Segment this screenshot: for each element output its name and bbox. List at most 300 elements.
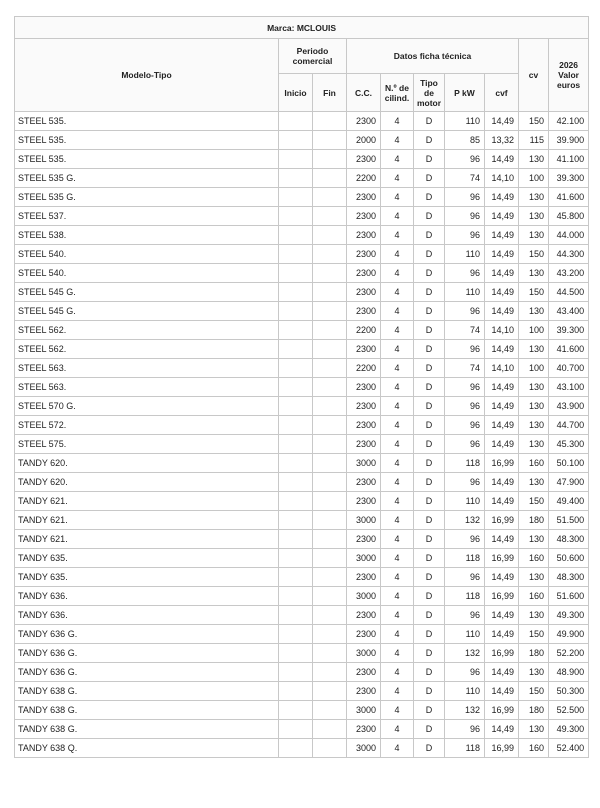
cvf-cell: 14,49 — [485, 245, 519, 264]
cylinders-cell: 4 — [381, 587, 414, 606]
model-cell: STEEL 545 G. — [15, 283, 279, 302]
cv-header: cv — [519, 39, 549, 112]
cvf-cell: 14,10 — [485, 169, 519, 188]
cylinders-cell: 4 — [381, 511, 414, 530]
end-cell — [313, 340, 347, 359]
model-cell: TANDY 620. — [15, 454, 279, 473]
model-cell: TANDY 636 G. — [15, 663, 279, 682]
table-row — [15, 188, 589, 207]
value-cell: 39.300 — [549, 321, 589, 340]
cvf-cell: 16,99 — [485, 739, 519, 758]
end-cell — [313, 587, 347, 606]
start-cell — [279, 625, 313, 644]
motor-type-cell: D — [414, 587, 445, 606]
table-row — [15, 207, 589, 226]
cv-cell: 180 — [519, 701, 549, 720]
end-cell — [313, 226, 347, 245]
motor-type-cell: D — [414, 568, 445, 587]
motor-type-cell: D — [414, 739, 445, 758]
cc-cell: 2300 — [347, 302, 381, 321]
start-cell — [279, 511, 313, 530]
motor-type-cell: D — [414, 321, 445, 340]
table-row — [15, 530, 589, 549]
value-cell: 44.700 — [549, 416, 589, 435]
cylinders-cell: 4 — [381, 207, 414, 226]
cc-cell: 2300 — [347, 473, 381, 492]
motor-type-cell: D — [414, 340, 445, 359]
cvf-cell: 16,99 — [485, 701, 519, 720]
start-cell — [279, 131, 313, 150]
start-cell — [279, 264, 313, 283]
cc-cell: 2300 — [347, 150, 381, 169]
value-cell: 48.300 — [549, 530, 589, 549]
table-row — [15, 378, 589, 397]
cv-cell: 150 — [519, 492, 549, 511]
cv-cell: 130 — [519, 397, 549, 416]
cc-cell: 3000 — [347, 587, 381, 606]
pkw-cell: 110 — [445, 112, 485, 131]
cc-cell: 2300 — [347, 283, 381, 302]
cv-cell: 130 — [519, 340, 549, 359]
cvf-cell: 14,49 — [485, 568, 519, 587]
cylinders-cell: 4 — [381, 682, 414, 701]
cylinders-cell: 4 — [381, 321, 414, 340]
pkw-cell: 96 — [445, 207, 485, 226]
cylinders-cell: 4 — [381, 359, 414, 378]
end-cell — [313, 264, 347, 283]
cylinders-cell: 4 — [381, 739, 414, 758]
model-cell: STEEL 535. — [15, 150, 279, 169]
pkw-cell: 96 — [445, 720, 485, 739]
brand-title: Marca: MCLOUIS — [15, 17, 589, 39]
model-cell: STEEL 537. — [15, 207, 279, 226]
cv-cell: 115 — [519, 131, 549, 150]
cv-cell: 150 — [519, 112, 549, 131]
pkw-cell: 96 — [445, 302, 485, 321]
table-row — [15, 112, 589, 131]
motor-type-cell: D — [414, 625, 445, 644]
cv-cell: 180 — [519, 644, 549, 663]
cv-cell: 160 — [519, 739, 549, 758]
end-cell — [313, 131, 347, 150]
cc-cell: 2300 — [347, 530, 381, 549]
value-cell: 48.900 — [549, 663, 589, 682]
pkw-cell: 96 — [445, 378, 485, 397]
model-cell: STEEL 535 G. — [15, 169, 279, 188]
motor-type-cell: D — [414, 264, 445, 283]
start-cell — [279, 321, 313, 340]
value-cell: 49.300 — [549, 720, 589, 739]
start-cell — [279, 720, 313, 739]
cvf-cell: 14,49 — [485, 302, 519, 321]
value-cell: 41.600 — [549, 188, 589, 207]
value-cell: 43.400 — [549, 302, 589, 321]
start-cell — [279, 568, 313, 587]
start-cell — [279, 663, 313, 682]
table-row — [15, 435, 589, 454]
motor-type-cell: D — [414, 663, 445, 682]
cvf-cell: 14,49 — [485, 340, 519, 359]
cvf-cell: 14,49 — [485, 264, 519, 283]
model-cell: STEEL 535. — [15, 112, 279, 131]
pkw-cell: 96 — [445, 340, 485, 359]
end-cell — [313, 207, 347, 226]
model-type-header: Modelo-Tipo — [15, 39, 279, 112]
table-row — [15, 169, 589, 188]
table-row — [15, 682, 589, 701]
start-cell — [279, 169, 313, 188]
table-row — [15, 245, 589, 264]
table-row — [15, 302, 589, 321]
end-cell — [313, 112, 347, 131]
vehicle-value-table — [14, 16, 589, 758]
cylinders-cell: 4 — [381, 397, 414, 416]
model-cell: STEEL 538. — [15, 226, 279, 245]
value-cell: 47.900 — [549, 473, 589, 492]
model-cell: STEEL 535 G. — [15, 188, 279, 207]
model-cell: STEEL 563. — [15, 378, 279, 397]
start-cell — [279, 473, 313, 492]
model-cell: TANDY 636. — [15, 587, 279, 606]
value-cell: 39.300 — [549, 169, 589, 188]
motor-type-cell: D — [414, 245, 445, 264]
motor-type-cell: D — [414, 511, 445, 530]
model-cell: STEEL 540. — [15, 245, 279, 264]
start-cell — [279, 150, 313, 169]
cylinders-cell: 4 — [381, 378, 414, 397]
pkw-cell: 132 — [445, 701, 485, 720]
table-row — [15, 131, 589, 150]
motor-type-cell: D — [414, 359, 445, 378]
cc-cell: 2300 — [347, 207, 381, 226]
cvf-cell: 16,99 — [485, 644, 519, 663]
end-cell — [313, 245, 347, 264]
cylinders-cell: 4 — [381, 245, 414, 264]
pkw-cell: 96 — [445, 473, 485, 492]
cylinders-cell: 4 — [381, 112, 414, 131]
cv-cell: 100 — [519, 169, 549, 188]
pkw-header: P kW — [445, 74, 485, 112]
cvf-cell: 14,49 — [485, 435, 519, 454]
cylinders-cell: 4 — [381, 188, 414, 207]
value-header: 2026 Valor euros — [549, 39, 589, 112]
table-row — [15, 644, 589, 663]
end-cell — [313, 549, 347, 568]
end-cell — [313, 397, 347, 416]
cvf-cell: 14,49 — [485, 720, 519, 739]
value-cell: 51.600 — [549, 587, 589, 606]
table-row — [15, 454, 589, 473]
cv-cell: 160 — [519, 587, 549, 606]
motor-type-cell: D — [414, 131, 445, 150]
motor-type-cell: D — [414, 473, 445, 492]
cvf-cell: 14,49 — [485, 378, 519, 397]
cc-cell: 2300 — [347, 720, 381, 739]
cylinders-cell: 4 — [381, 150, 414, 169]
model-cell: STEEL 562. — [15, 321, 279, 340]
start-cell — [279, 207, 313, 226]
cv-cell: 130 — [519, 378, 549, 397]
end-cell — [313, 625, 347, 644]
cylinders-cell: 4 — [381, 549, 414, 568]
cylinders-cell: 4 — [381, 606, 414, 625]
end-cell — [313, 302, 347, 321]
cc-cell: 3000 — [347, 549, 381, 568]
motor-type-cell: D — [414, 530, 445, 549]
table-row — [15, 397, 589, 416]
cv-cell: 130 — [519, 226, 549, 245]
cylinders-cell: 4 — [381, 644, 414, 663]
value-cell: 45.800 — [549, 207, 589, 226]
cvf-cell: 14,49 — [485, 207, 519, 226]
cc-cell: 2300 — [347, 492, 381, 511]
cv-cell: 130 — [519, 663, 549, 682]
model-cell: TANDY 638 G. — [15, 701, 279, 720]
cylinders-cell: 4 — [381, 340, 414, 359]
table-row — [15, 264, 589, 283]
cv-cell: 180 — [519, 511, 549, 530]
pkw-cell: 96 — [445, 397, 485, 416]
value-cell: 52.200 — [549, 644, 589, 663]
motor-type-cell: D — [414, 112, 445, 131]
model-cell: TANDY 635. — [15, 549, 279, 568]
motor-type-cell: D — [414, 492, 445, 511]
cc-cell: 2300 — [347, 264, 381, 283]
end-cell — [313, 568, 347, 587]
table-row — [15, 473, 589, 492]
cvf-cell: 14,49 — [485, 492, 519, 511]
pkw-cell: 96 — [445, 150, 485, 169]
value-cell: 44.500 — [549, 283, 589, 302]
value-cell: 49.400 — [549, 492, 589, 511]
cylinders-cell: 4 — [381, 625, 414, 644]
value-cell: 39.900 — [549, 131, 589, 150]
table-row — [15, 720, 589, 739]
start-cell — [279, 549, 313, 568]
motor-type-cell: D — [414, 720, 445, 739]
start-cell — [279, 283, 313, 302]
start-cell — [279, 606, 313, 625]
model-cell: TANDY 636 G. — [15, 625, 279, 644]
model-cell: TANDY 621. — [15, 511, 279, 530]
pkw-cell: 110 — [445, 245, 485, 264]
model-cell: STEEL 570 G. — [15, 397, 279, 416]
end-cell — [313, 492, 347, 511]
cylinders-cell: 4 — [381, 492, 414, 511]
cylinders-cell: 4 — [381, 435, 414, 454]
end-cell — [313, 150, 347, 169]
value-cell: 41.600 — [549, 340, 589, 359]
cv-cell: 130 — [519, 435, 549, 454]
pkw-cell: 96 — [445, 264, 485, 283]
start-header: Inicio — [279, 74, 313, 112]
cv-cell: 100 — [519, 359, 549, 378]
cv-cell: 130 — [519, 416, 549, 435]
table-row — [15, 568, 589, 587]
cv-cell: 150 — [519, 625, 549, 644]
pkw-cell: 132 — [445, 644, 485, 663]
cc-header: C.C. — [347, 74, 381, 112]
cv-cell: 130 — [519, 150, 549, 169]
table-row — [15, 321, 589, 340]
motor-type-cell: D — [414, 454, 445, 473]
value-cell: 50.300 — [549, 682, 589, 701]
start-cell — [279, 682, 313, 701]
motor-type-cell: D — [414, 188, 445, 207]
cc-cell: 3000 — [347, 644, 381, 663]
cc-cell: 2300 — [347, 112, 381, 131]
start-cell — [279, 416, 313, 435]
cvf-cell: 14,49 — [485, 625, 519, 644]
cc-cell: 2300 — [347, 188, 381, 207]
cv-cell: 100 — [519, 321, 549, 340]
cylinders-cell: 4 — [381, 663, 414, 682]
start-cell — [279, 739, 313, 758]
cc-cell: 2300 — [347, 663, 381, 682]
model-cell: TANDY 636. — [15, 606, 279, 625]
cvf-cell: 14,49 — [485, 663, 519, 682]
cylinders-cell: 4 — [381, 302, 414, 321]
motor-type-cell: D — [414, 378, 445, 397]
motor-type-cell: D — [414, 302, 445, 321]
start-cell — [279, 340, 313, 359]
value-cell: 41.100 — [549, 150, 589, 169]
cc-cell: 2300 — [347, 435, 381, 454]
motor-type-header: Tipo de motor — [414, 74, 445, 112]
cv-cell: 150 — [519, 245, 549, 264]
table-row — [15, 416, 589, 435]
motor-type-cell: D — [414, 644, 445, 663]
motor-type-cell: D — [414, 549, 445, 568]
start-cell — [279, 397, 313, 416]
start-cell — [279, 435, 313, 454]
model-cell: TANDY 620. — [15, 473, 279, 492]
start-cell — [279, 226, 313, 245]
cvf-cell: 14,49 — [485, 473, 519, 492]
pkw-cell: 96 — [445, 568, 485, 587]
value-cell: 43.900 — [549, 397, 589, 416]
cylinders-cell: 4 — [381, 283, 414, 302]
pkw-cell: 132 — [445, 511, 485, 530]
cc-cell: 3000 — [347, 511, 381, 530]
table-body — [15, 112, 589, 758]
motor-type-cell: D — [414, 397, 445, 416]
end-cell — [313, 530, 347, 549]
pkw-cell: 96 — [445, 530, 485, 549]
cc-cell: 2200 — [347, 169, 381, 188]
cc-cell: 2300 — [347, 625, 381, 644]
cc-cell: 3000 — [347, 701, 381, 720]
cv-cell: 130 — [519, 530, 549, 549]
cv-cell: 130 — [519, 606, 549, 625]
cylinders-cell: 4 — [381, 264, 414, 283]
cc-cell: 2200 — [347, 359, 381, 378]
end-cell — [313, 416, 347, 435]
value-cell: 50.100 — [549, 454, 589, 473]
table-row — [15, 587, 589, 606]
end-cell — [313, 359, 347, 378]
end-cell — [313, 739, 347, 758]
value-cell: 44.300 — [549, 245, 589, 264]
pkw-cell: 85 — [445, 131, 485, 150]
cc-cell: 2300 — [347, 416, 381, 435]
cvf-header: cvf — [485, 74, 519, 112]
cvf-cell: 16,99 — [485, 454, 519, 473]
value-cell: 43.100 — [549, 378, 589, 397]
pkw-cell: 96 — [445, 416, 485, 435]
start-cell — [279, 359, 313, 378]
cvf-cell: 14,10 — [485, 321, 519, 340]
motor-type-cell: D — [414, 435, 445, 454]
cylinders-cell: 4 — [381, 226, 414, 245]
start-cell — [279, 112, 313, 131]
value-cell: 49.300 — [549, 606, 589, 625]
value-cell: 45.300 — [549, 435, 589, 454]
end-cell — [313, 720, 347, 739]
start-cell — [279, 587, 313, 606]
cvf-cell: 14,49 — [485, 188, 519, 207]
cc-cell: 2300 — [347, 682, 381, 701]
period-header: Periodo comercial — [279, 39, 347, 74]
end-header: Fin — [313, 74, 347, 112]
motor-type-cell: D — [414, 150, 445, 169]
cc-cell: 2300 — [347, 606, 381, 625]
start-cell — [279, 188, 313, 207]
motor-type-cell: D — [414, 701, 445, 720]
end-cell — [313, 682, 347, 701]
cv-cell: 130 — [519, 720, 549, 739]
pkw-cell: 110 — [445, 283, 485, 302]
pkw-cell: 96 — [445, 606, 485, 625]
table-row — [15, 340, 589, 359]
start-cell — [279, 302, 313, 321]
pkw-cell: 118 — [445, 587, 485, 606]
cc-cell: 2300 — [347, 245, 381, 264]
cv-cell: 160 — [519, 454, 549, 473]
motor-type-cell: D — [414, 283, 445, 302]
end-cell — [313, 606, 347, 625]
table-row — [15, 226, 589, 245]
motor-type-cell: D — [414, 682, 445, 701]
cc-cell: 2300 — [347, 397, 381, 416]
model-cell: TANDY 638 G. — [15, 682, 279, 701]
cv-cell: 150 — [519, 682, 549, 701]
cvf-cell: 16,99 — [485, 587, 519, 606]
cvf-cell: 14,49 — [485, 530, 519, 549]
cylinders-cell: 4 — [381, 416, 414, 435]
end-cell — [313, 644, 347, 663]
table-row — [15, 150, 589, 169]
cv-cell: 130 — [519, 264, 549, 283]
cylinders-cell: 4 — [381, 720, 414, 739]
table-header — [15, 17, 589, 112]
cvf-cell: 14,49 — [485, 416, 519, 435]
value-cell: 51.500 — [549, 511, 589, 530]
motor-type-cell: D — [414, 416, 445, 435]
model-cell: TANDY 621. — [15, 492, 279, 511]
pkw-cell: 118 — [445, 549, 485, 568]
table-row — [15, 663, 589, 682]
table-row — [15, 701, 589, 720]
start-cell — [279, 378, 313, 397]
end-cell — [313, 321, 347, 340]
end-cell — [313, 511, 347, 530]
model-cell: TANDY 638 Q. — [15, 739, 279, 758]
value-cell: 43.200 — [549, 264, 589, 283]
pkw-cell: 96 — [445, 435, 485, 454]
cc-cell: 2300 — [347, 568, 381, 587]
table-row — [15, 359, 589, 378]
